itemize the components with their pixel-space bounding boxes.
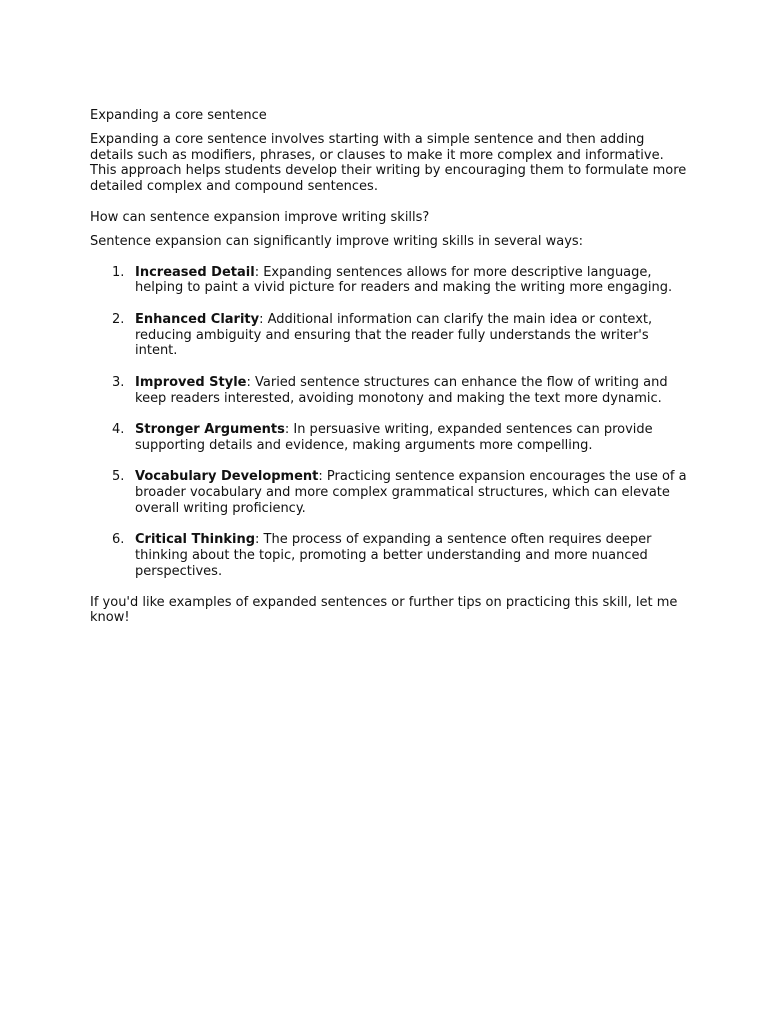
list-item-text: : Additional information can clarify the main idea or context, reducing ambiguity and ensuring that the reader fully understands the writer's intent. <box>135 311 653 359</box>
question-heading: How can sentence expansion improve writing skills? <box>90 209 430 225</box>
list-item-number: 5. <box>112 469 125 485</box>
list-item-number: 1. <box>112 264 125 280</box>
list-item <box>112 421 690 454</box>
document-page <box>90 108 690 626</box>
list-item <box>112 469 690 516</box>
document-title: Expanding a core sentence <box>90 108 267 123</box>
list-item-term: Vocabulary Development <box>135 469 319 485</box>
list-item-number: 3. <box>112 374 125 390</box>
list-item-number: 2. <box>112 311 125 327</box>
list-item <box>112 264 690 297</box>
list-item <box>112 311 690 359</box>
list-item-term: Improved Style <box>135 374 247 390</box>
list-item-term: Enhanced Clarity <box>135 311 260 327</box>
ways-list <box>90 265 690 580</box>
list-item-term: Stronger Arguments <box>135 421 285 437</box>
list-item-text: : Practicing sentence expansion encourages the use of a broader vocabulary and more complex grammatical structures, which can elevate overall writing proficiency. <box>135 469 687 516</box>
list-item-text: : Expanding sentences allows for more descriptive language, helping to paint a vivid picture for readers and making the writing more engaging. <box>135 264 673 296</box>
list-item <box>112 532 690 579</box>
lead-paragraph: Sentence expansion can significantly improve writing skills in several ways: <box>90 233 584 249</box>
list-item-text: : The process of expanding a sentence often requires deeper thinking about the topic, promoting a better understanding and more nuanced perspectives. <box>135 532 652 579</box>
list-item-number: 4. <box>112 421 125 437</box>
intro-paragraph: Expanding a core sentence involves starting with a simple sentence and then adding details such as modifiers, phrases, or clauses to make it more complex and informative. This approach helps students develop their writing by encouraging them to formulate more detailed complex and compound sentences. <box>90 131 687 195</box>
list-item <box>112 374 690 407</box>
list-item-term: Critical Thinking <box>135 532 256 548</box>
list-item-number: 6. <box>112 532 125 548</box>
list-item-text: : Varied sentence structures can enhance the flow of writing and keep readers interested, avoiding monotony and making the text more dynamic. <box>135 374 668 406</box>
list-item-text: : In persuasive writing, expanded sentences can provide supporting details and evidence, making arguments more compelling. <box>135 421 653 453</box>
closing-paragraph: If you'd like examples of expanded sentences or further tips on practicing this skill, let me know! <box>90 594 678 626</box>
list-item-term: Increased Detail <box>135 264 255 280</box>
